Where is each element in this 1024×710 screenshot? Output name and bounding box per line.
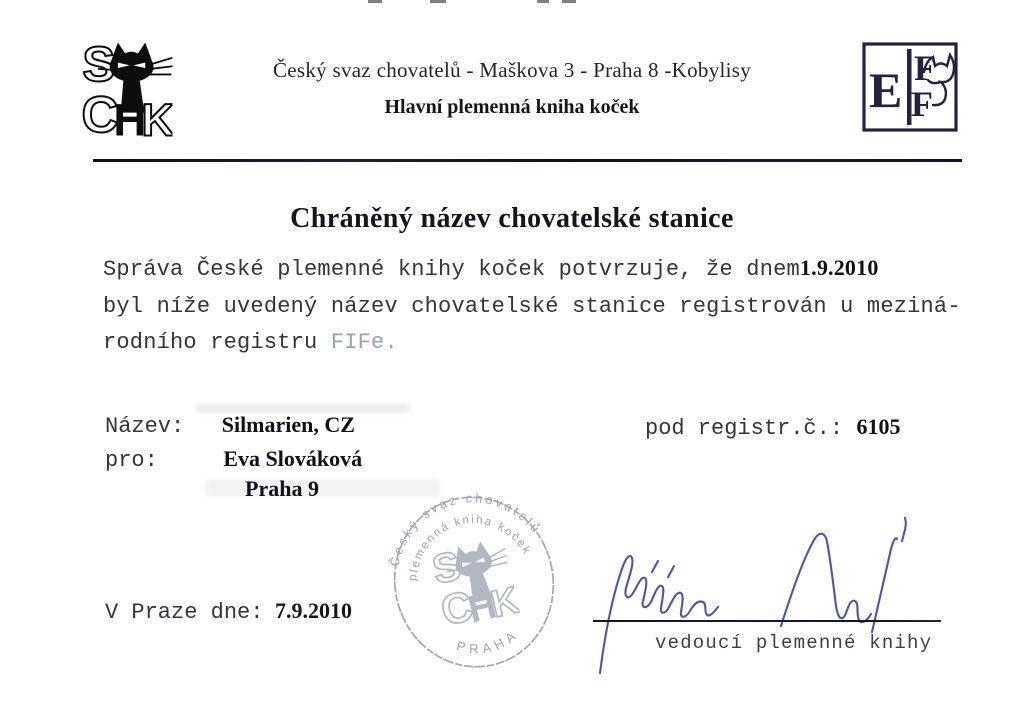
schk-cat-logo [76,38,178,140]
page-title: Chráněný název chovatelské stanice [290,203,734,234]
scan-artifact [537,0,549,3]
header-divider [93,159,962,162]
scan-artifact [368,0,382,3]
reg-number-label: pod registr.č.: [645,416,844,441]
reg-number-value: 6105 [856,414,901,439]
name-value: Silmarien, CZ [221,412,355,437]
body-line-3 [103,325,961,362]
handwritten-signature [585,515,925,680]
stamp-center-logo [427,531,524,638]
owner-city-row [245,476,319,502]
issue-date-value: 7.9.2010 [274,598,352,623]
body-line-1 [103,250,961,289]
fife-logo [862,42,958,132]
round-ink-stamp [359,467,589,697]
scan-smudge [205,479,440,497]
stamp-arc-top-text: Český svaz chovatelů [387,491,545,568]
stamp-bottom-text: PRAHA [454,625,523,657]
dept-line: Hlavní plemenná kniha koček [384,96,640,118]
signature-line [593,620,941,622]
fife-word-faint: FIFe. [330,330,398,355]
stamp-arc-inner-text: plemenná kniha koček [407,514,534,582]
issue-date-row [105,598,352,625]
owner-label: pro: [105,448,158,473]
body-line-2: byl níže uvedený název chovatelské stanice registrován u meziná- [103,293,961,319]
certificate-body [103,250,961,362]
scan-artifact [430,0,446,3]
owner-value: Eva Slováková [223,446,363,471]
org-address-line: Český svaz chovatelů - Maškova 3 - Praha 8 -Kobylisy [272,58,752,82]
owner-row [105,446,362,473]
name-label: Název: [105,414,185,439]
issue-date-label: V Praze dne: [105,600,264,625]
name-row [105,412,355,439]
body-line-1-text: Správa České plemenné knihy koček potvrzuje, že dnem [103,257,800,282]
signature-caption: vedoucí plemenné knihy [655,632,933,654]
body-line-3-text: rodního registru [103,330,331,355]
fife-letter-f2: F [911,84,933,124]
fife-letter-e: E [869,62,903,118]
scan-artifact [562,0,576,3]
owner-city: Praha 9 [245,476,319,501]
fife-letter-f1: F [914,48,936,88]
registration-date: 1.9.2010 [799,255,879,280]
registration-row [645,414,901,441]
